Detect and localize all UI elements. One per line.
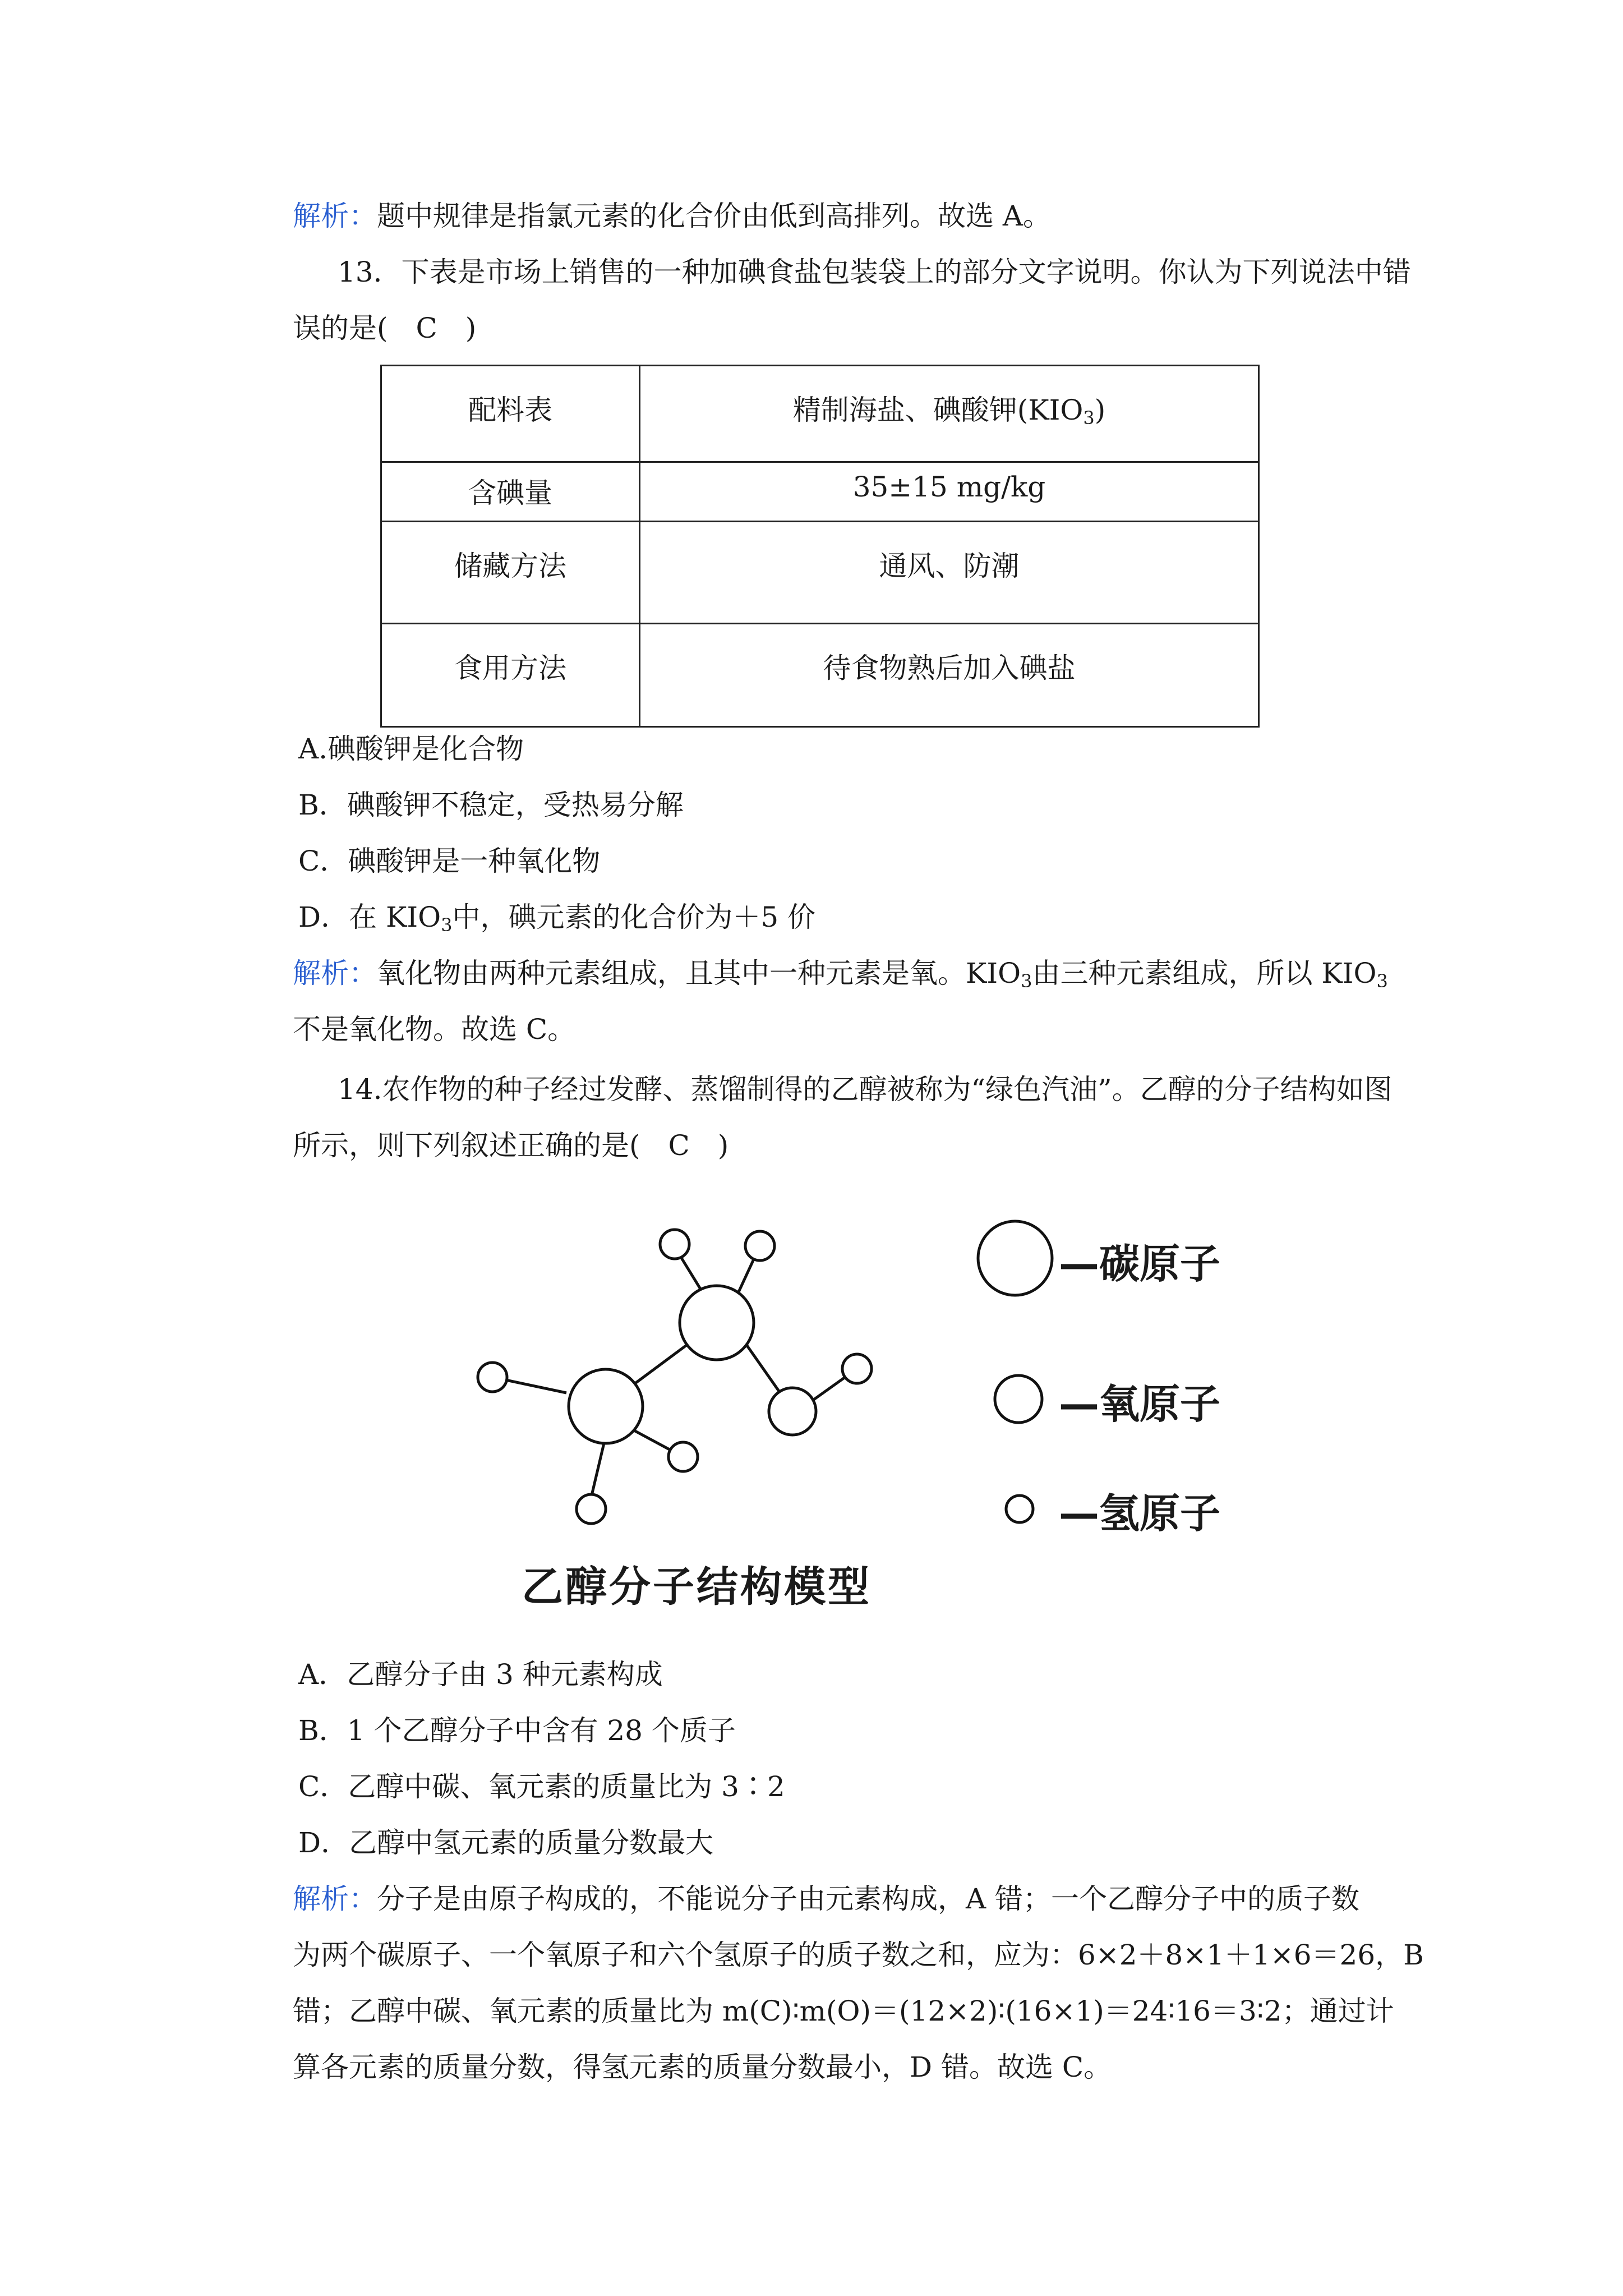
q13-option-d: D．在 $KIO_3$中，碘元素的化合价为＋5 价: [298, 901, 816, 936]
hydrogen-atom: [478, 1363, 507, 1392]
hydrogen-atom: [842, 1354, 872, 1383]
legend-hydrogen-symbol: [1006, 1496, 1033, 1522]
legend-oxygen-symbol: [995, 1375, 1042, 1423]
q14-option-b: B．1 个乙醇分子中含有 28 个质子: [298, 1714, 736, 1747]
q14-option-c: C．乙醇中碳、氧元素的质量比为 3∶2: [298, 1770, 785, 1803]
hydrogen-atom: [660, 1230, 689, 1259]
table-cell-value: 待食物熟后加入碘盐: [640, 624, 1259, 727]
legend-carbon-symbol: [978, 1221, 1052, 1295]
carbon-atom: [680, 1286, 754, 1360]
table-cell-label: 食用方法: [381, 624, 640, 727]
q13-stem-line1: 13．下表是市场上销售的一种加碘食盐包装袋上的部分文字说明。你认为下列说法中错: [338, 256, 1411, 288]
q13-analysis-line1: 解析：氧化物由两种元素组成，且其中一种元素是氧。$KIO_3$由三种元素组成，所以 $KIO_3$: [293, 957, 1388, 992]
table-cell-value: 35±15 mg/kg: [640, 462, 1259, 522]
q14-option-a: A．乙醇分子由 3 种元素构成: [298, 1658, 663, 1691]
q13-option-a: A.碘酸钾是化合物: [298, 733, 524, 765]
hydrogen-atom: [668, 1442, 698, 1471]
q13-option-b: B．碘酸钾不稳定，受热易分解: [298, 789, 684, 821]
q14-analysis-line2: 为两个碳原子、一个氧原子和六个氢原子的质子数之和，应为：6×2＋8×1＋1×6＝26，B: [293, 1939, 1424, 1971]
analysis-text: 题中规律是指氯元素的化合价由低到高排列。故选 A。: [377, 200, 1052, 232]
legend-carbon-label: —碳原子: [1059, 1240, 1221, 1287]
table-cell-value: 通风、防潮: [640, 522, 1259, 624]
carbon-atom: [569, 1369, 643, 1443]
oxygen-atom: [769, 1388, 816, 1435]
q13-option-c: C．碘酸钾是一种氧化物: [298, 845, 601, 877]
hydrogen-atom: [745, 1231, 774, 1260]
analysis-label: 解析：: [293, 1883, 377, 1915]
analysis-label: 解析：: [293, 200, 377, 232]
q14-option-d: D．乙醇中氢元素的质量分数最大: [298, 1826, 714, 1859]
table-cell-label: 含碘量: [381, 462, 640, 522]
table-cell-label: 储藏方法: [381, 522, 640, 624]
figure-caption: 乙醇分子结构模型: [522, 1563, 872, 1611]
q14-analysis-line4: 算各元素的质量分数，得氢元素的质量分数最小，D 错。故选 C。: [293, 2051, 1112, 2083]
table-cell-label: 配料表: [381, 366, 640, 462]
table-cell-value: 精制海盐、碘酸钾$(KIO_3)$: [640, 366, 1259, 462]
q14-stem-line1: 14.农作物的种子经过发酵、蒸馏制得的乙醇被称为“绿色汽油”。乙醇的分子结构如图: [338, 1073, 1393, 1106]
q13-analysis-line2: 不是氧化物。故选 C。: [293, 1013, 576, 1046]
bond-line: [591, 1436, 606, 1498]
q14-analysis-line1: 解析：分子是由原子构成的，不能说分子由元素构成，A 错；一个乙醇分子中的质子数: [293, 1883, 1360, 1915]
legend-hydrogen-label: —氢原子: [1059, 1490, 1221, 1537]
analysis-label: 解析：: [293, 957, 377, 990]
q14-analysis-line3: 错；乙醇中碳、氧元素的质量比为 m(C)∶m(O)＝(12×2)∶(16×1)＝24∶16＝3∶2；通过计: [293, 1995, 1394, 2027]
legend-oxygen-label: —氧原子: [1059, 1381, 1221, 1428]
hydrogen-atom: [577, 1494, 606, 1524]
q13-stem-line2: 误的是( C ): [293, 312, 477, 344]
q14-stem-line2: 所示，则下列叙述正确的是( C ): [293, 1129, 729, 1162]
